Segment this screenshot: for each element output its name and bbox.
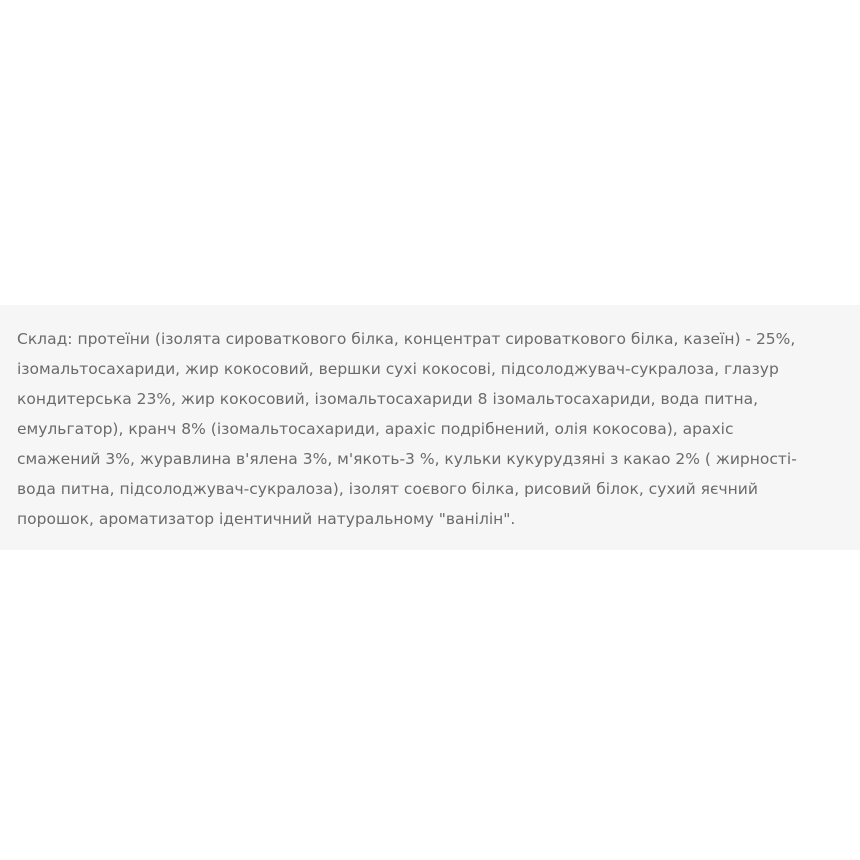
composition-line: кондитерська 23%, жир кокосовий, ізомальтосахариди 8 ізомальтосахариди, вода питна, [17, 390, 759, 408]
composition-text [17, 305, 860, 534]
composition-line: вода питна, підсолоджувач-сукралоза), ізолят соєвого білка, рисовий білок, сухий яєчний [17, 480, 758, 498]
composition-line: порошок, ароматизатор ідентичний натуральному "ванілін". [17, 510, 516, 528]
composition-block [0, 305, 860, 550]
composition-line: Склад: протеїни (ізолята сироваткового білка, концентрат сироваткового білка, казеїн) - 25%, [17, 330, 796, 348]
composition-line: смажений 3%, журавлина в'ялена 3%, м'якоть-3 %, кульки кукурудзяні з какао 2% ( жирності- [17, 450, 797, 468]
composition-line: емульгатор), кранч 8% (ізомальтосахариди, арахіс подрібнений, олія кокосова), арахіс [17, 420, 734, 438]
composition-line: ізомальтосахариди, жир кокосовий, вершки сухі кокосові, підсолоджувач-сукралоза, глазур [17, 360, 779, 378]
